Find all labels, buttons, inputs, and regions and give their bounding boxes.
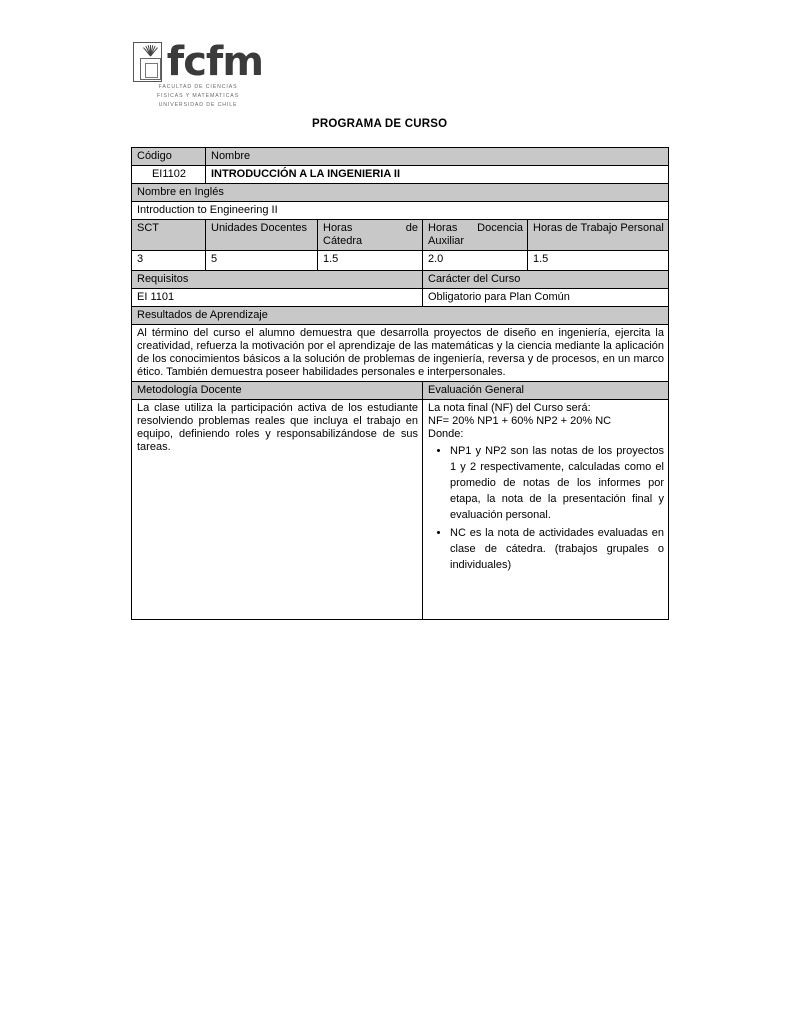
- cell-evaluacion-value: [423, 400, 669, 620]
- table-row-horas-headers: [132, 220, 669, 251]
- table-row-requisitos-header: [132, 271, 669, 289]
- cell-horas-docencia-auxiliar-value: 2.0: [423, 251, 528, 271]
- horas-docencia-header-left: Horas: [428, 222, 458, 234]
- table-row-horas-values: [132, 251, 669, 271]
- cell-resultados-value: Al término del curso el alumno demuestra que desarrolla proyectos de diseño en ingeniería, ejercita la creatividad, refuerza la motivación por el aprendizaje de las matemáticas y la ciencia mediante la aplicación de los conocimientos básicos a la solución de problemas de ingeniería, reversa y de procesos, en un marco ético. También demuestra poseer habilidades personales e interpersonales.: [132, 325, 669, 382]
- list-item: • NP1 y NP2 son las notas de los proyectos 1 y 2 respectivamente, calculadas como el promedio de notas de los informes por etapa, la nota de la presentación final y evaluación personal.: [450, 443, 664, 523]
- table-row-resultados-value: [132, 325, 669, 382]
- horas-catedra-header-right: de: [405, 222, 418, 234]
- cell-nombre-value: INTRODUCCIÓN A LA INGENIERIA II: [206, 166, 669, 184]
- horas-catedra-header-line2: Cátedra: [323, 235, 363, 247]
- cell-codigo-header: Código: [132, 148, 206, 166]
- cell-horas-catedra-value: 1.5: [318, 251, 423, 271]
- logo-wordmark: fcfm: [166, 39, 263, 85]
- cell-nombre-ingles-header: Nombre en Inglés: [132, 184, 669, 202]
- unidades-docentes-header-text: Unidades Docentes: [211, 222, 308, 234]
- cell-metodologia-value: La clase utiliza la participación activa de los estudiante resolviendo problemas reales que incluya el trabajo en equipo, definiendo roles y responsabilizándose de sus tareas.: [132, 400, 423, 620]
- list-item: • NC es la nota de actividades evaluadas en clase de cátedra. (trabajos grupales o individuales): [450, 525, 664, 573]
- logo-subtitle-line-2: FISICAS Y MATEMATICAS: [157, 93, 239, 99]
- cell-nombre-ingles-value: Introduction to Engineering II: [132, 202, 669, 220]
- cell-evaluacion-header: Evaluación General: [423, 382, 669, 400]
- cell-caracter-value: Obligatorio para Plan Común: [423, 289, 669, 307]
- cell-resultados-header: Resultados de Aprendizaje: [132, 307, 669, 325]
- cell-horas-trabajo-personal-header: Horas de Trabajo Personal: [528, 220, 669, 251]
- cell-caracter-header: Carácter del Curso: [423, 271, 669, 289]
- table-row-metodologia-evaluacion-headers: [132, 382, 669, 400]
- horas-docencia-header-line2: Auxiliar: [428, 235, 465, 247]
- cell-unidades-docentes-value: 5: [206, 251, 318, 271]
- table-row-metodologia-evaluacion-values: [132, 400, 669, 620]
- logo-subtitle-line-3: UNIVERSIDAD DE CHILE: [158, 102, 238, 108]
- logo-row: [133, 39, 263, 85]
- horas-docencia-header-right: Docencia: [477, 222, 523, 234]
- cell-nombre-header: Nombre: [206, 148, 669, 166]
- cell-sct-header: SCT: [132, 220, 206, 251]
- cell-sct-value: 3: [132, 251, 206, 271]
- course-program-table: [131, 147, 669, 620]
- evaluacion-line-1: La nota final (NF) del Curso será:: [428, 402, 591, 414]
- horas-docencia-header-line1: [428, 222, 523, 235]
- evaluacion-line-3: Donde:: [428, 428, 464, 440]
- evaluacion-line-2: NF= 20% NP1 + 60% NP2 + 20% NC: [428, 415, 612, 427]
- cell-codigo-value: EI1102: [132, 166, 206, 184]
- horas-catedra-header-left: Horas: [323, 222, 353, 234]
- cell-metodologia-header: Metodología Docente: [132, 382, 423, 400]
- logo-subtitle-line-1: FACULTAD DE CIENCIAS: [158, 84, 238, 90]
- table-row-nombre-ingles-header: [132, 184, 669, 202]
- table-row-nombre-ingles-value: [132, 202, 669, 220]
- evaluacion-bullet-list: [428, 443, 664, 573]
- table-row-codigo-value: [132, 166, 669, 184]
- page-title: PROGRAMA DE CURSO: [312, 118, 448, 130]
- cell-unidades-docentes-header: [206, 220, 318, 251]
- table-row-resultados-header: [132, 307, 669, 325]
- faculty-logo: [133, 39, 263, 109]
- table-row-requisitos-value: [132, 289, 669, 307]
- cell-horas-docencia-auxiliar-header: [423, 220, 528, 251]
- cell-requisitos-value: EI 1101: [132, 289, 423, 307]
- cell-horas-catedra-header: [318, 220, 423, 251]
- cell-horas-trabajo-personal-value: 1.5: [528, 251, 669, 271]
- table-row-codigo-header: [132, 148, 669, 166]
- cell-requisitos-header: Requisitos: [132, 271, 423, 289]
- horas-catedra-header-line1: [323, 222, 418, 235]
- fcfm-emblem-icon: [133, 42, 162, 82]
